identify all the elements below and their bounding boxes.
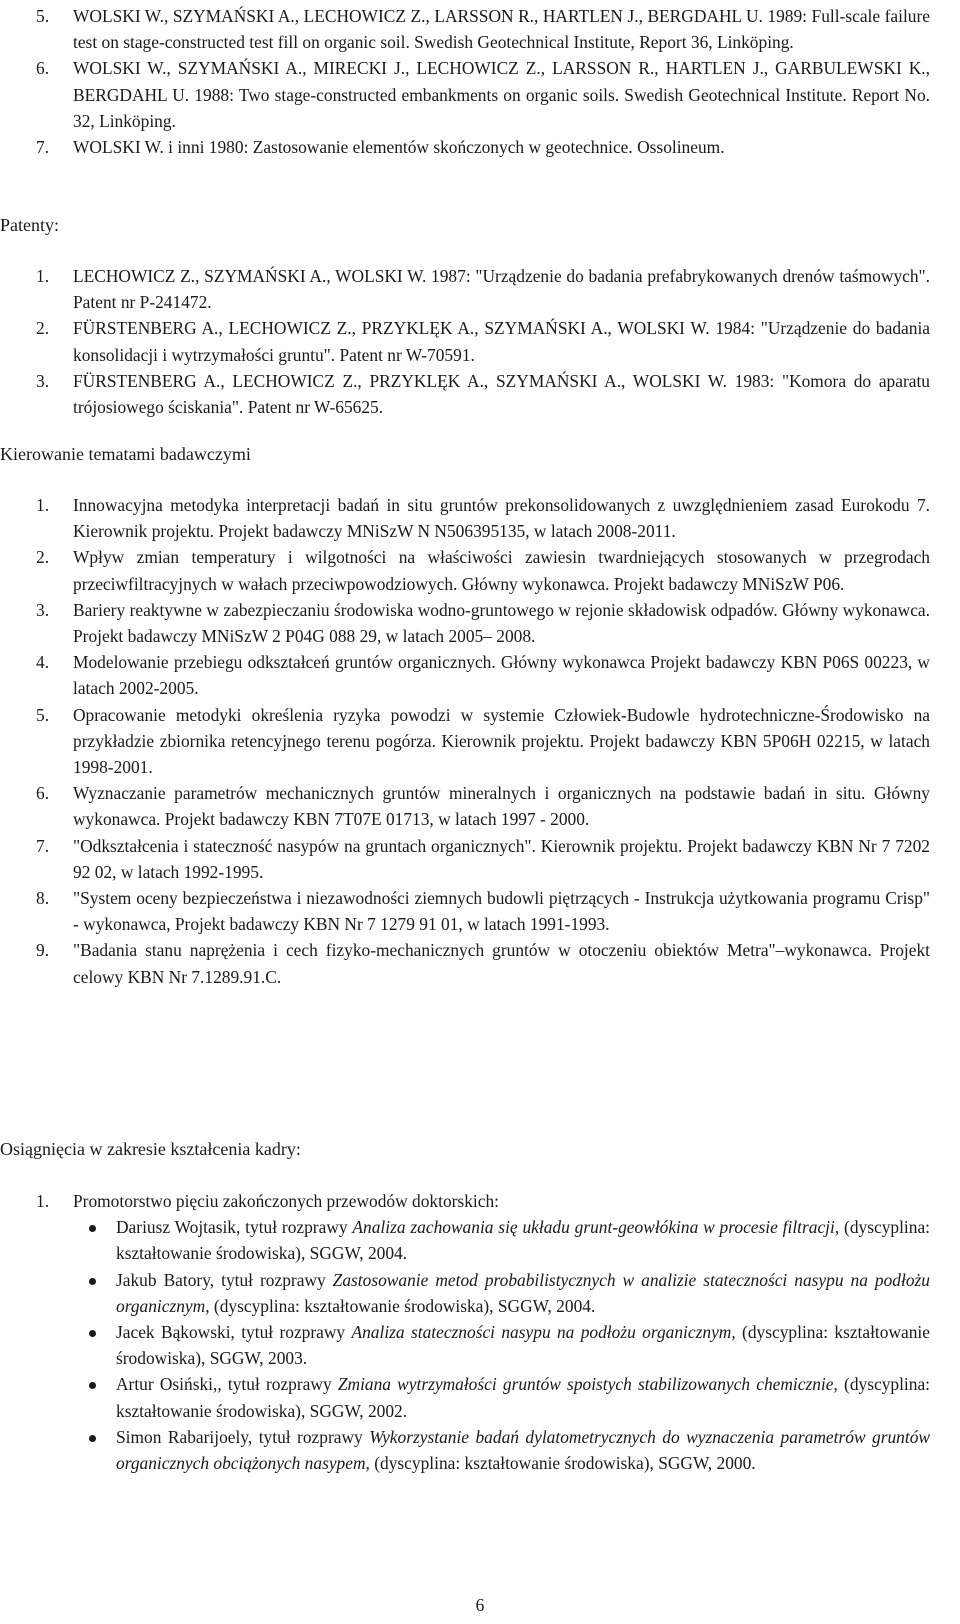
references-list <box>0 3 960 160</box>
bullet-icon <box>89 1382 96 1389</box>
reference-item <box>0 3 960 55</box>
research-text: "Badania stanu naprężenia i cech fizyko-mechanicznych gruntów w otoczeniu obiektów Metra"–wykonawca. Projekt celowy KBN Nr 7.1289.91.C. <box>73 940 930 987</box>
phd-details: , (dyscyplina: kształtowanie środowiska), SGGW, 2002. <box>116 1374 930 1421</box>
phd-title: Analiza stateczności nasypu na podłożu organicznym, <box>351 1322 736 1343</box>
phd-title: Wykorzystanie badań dylatometrycznych do wyznaczenia parametrów gruntów organicznych obciążonych nasypem, <box>116 1426 930 1474</box>
research-text: Opracowanie metodyki określenia ryzyka powodzi w systemie Człowiek-Budowle hydrotechniczne-Środowisko na przykładzie zbiornika retencyjnego terenu pogórza. Kierownik projektu. Projekt badawczy KBN 5P06H 02215, w latach 1998-2001. <box>73 704 930 778</box>
research-item <box>0 833 960 885</box>
reference-item <box>0 55 960 134</box>
phd-author: Jacek Bąkowski, tytuł rozprawy <box>116 1322 352 1343</box>
reference-text: WOLSKI W. i inni 1980: Zastosowanie elementów skończonych w geotechnice. Ossolineum. <box>73 137 725 158</box>
bullet-icon <box>89 1278 96 1285</box>
phd-list-item <box>0 1319 960 1371</box>
research-item <box>0 597 960 649</box>
achievements-list <box>0 1188 960 1476</box>
achievements-heading: Osiągnięcia w zakresie kształcenia kadry: <box>0 1139 301 1159</box>
research-text: Wyznaczanie parametrów mechanicznych gruntów mineralnych i organicznych na podstawie badań in situ. Główny wykonawca. Projekt badawczy KBN 7T07E 01713, w latach 1997 - 2000. <box>73 783 930 830</box>
reference-text: WOLSKI W., SZYMAŃSKI A., LECHOWICZ Z., LARSSON R., HARTLEN J., BERGDAHL U. 1989: Full-scale failure test on stage-constructed test fill on organic soil. Swedish Geotechnical Institute, Report 36, Linköping. <box>73 6 930 53</box>
phd-list-item <box>0 1267 960 1319</box>
item-number: 8. <box>36 888 50 909</box>
research-item <box>0 937 960 989</box>
phd-title: Zmiana wytrzymałości gruntów spoistych stabilizowanych chemicznie <box>337 1374 834 1395</box>
phd-list-item <box>0 1371 960 1423</box>
patent-item <box>0 368 960 420</box>
research-item <box>0 702 960 781</box>
research-heading: Kierowanie tematami badawczymi <box>0 444 251 464</box>
patents-list <box>0 263 960 420</box>
phd-author: Dariusz Wojtasik, tytuł rozprawy <box>116 1217 353 1238</box>
reference-item <box>0 134 960 160</box>
phd-details: , (dyscyplina: kształtowanie środowiska), SGGW, 2004. <box>205 1295 596 1316</box>
research-item <box>0 649 960 701</box>
research-list <box>0 492 960 990</box>
phd-details: (dyscyplina: kształtowanie środowiska), SGGW, 2003. <box>116 1322 930 1369</box>
item-number: 3. <box>36 370 50 391</box>
research-text: Modelowanie przebiegu odkształceń gruntów organicznych. Główny wykonawca Projekt badawczy KBN P06S 00223, w latach 2002-2005. <box>73 652 930 699</box>
phd-author: Jakub Batory, tytuł rozprawy <box>116 1269 333 1290</box>
phd-details: , (dyscyplina: kształtowanie środowiska), SGGW, 2004. <box>116 1217 930 1264</box>
item-number: 3. <box>36 599 50 620</box>
research-text: "Odkształcenia i stateczność nasypów na gruntach organicznych". Kierownik projektu. Projekt badawczy KBN Nr 7 7202 92 02, w latach 1992-1995. <box>73 835 930 882</box>
phd-details: (dyscyplina: kształtowanie środowiska), SGGW, 2000. <box>369 1453 756 1474</box>
item-number: 5. <box>36 6 50 26</box>
research-item <box>0 885 960 937</box>
phd-list-item <box>0 1214 960 1266</box>
patent-text: FÜRSTENBERG A., LECHOWICZ Z., PRZYKLĘK A., SZYMAŃSKI A., WOLSKI W. 1983: "Komora do aparatu trójosiowego ściskania". Patent nr W-65625. <box>73 370 930 418</box>
item-number: 1. <box>36 1191 50 1211</box>
item-number: 7. <box>36 835 50 856</box>
item-number: 9. <box>36 940 50 961</box>
patent-text: LECHOWICZ Z., SZYMAŃSKI A., WOLSKI W. 1987: "Urządzenie do badania prefabrykowanych drenów taśmowych". Patent nr P-241472. <box>73 266 930 313</box>
item-number: 6. <box>36 783 50 804</box>
achievement-item <box>0 1188 960 1214</box>
phd-title: Zastosowanie metod probabilistycznych w analizie stateczności nasypu na podłożu organicznym <box>116 1269 930 1316</box>
item-number: 2. <box>36 547 50 568</box>
bullet-icon <box>89 1225 96 1232</box>
item-number: 1. <box>36 495 50 515</box>
research-item <box>0 544 960 596</box>
item-number: 5. <box>36 704 50 725</box>
patent-item <box>0 263 960 315</box>
research-text: Wpływ zmian temperatury i wilgotności na właściwości zawiesin twardniejących stosowanych w przegrodach przeciwfiltracyjnych w wałach przeciwpowodziowych. Główny wykonawca. Projekt badawczy MNiSzW P06. <box>73 547 930 594</box>
reference-text: WOLSKI W., SZYMAŃSKI A., MIRECKI J., LECHOWICZ Z., LARSSON R., HARTLEN J., GARBULEWSKI K., BERGDAHL U. 1988: Two stage-constructed embankments on organic soils. Swedish Geotechnical Institute. Report No. 32, Linköping. <box>73 58 930 131</box>
bullet-icon <box>89 1435 96 1442</box>
item-number: 7. <box>36 137 50 158</box>
item-number: 6. <box>36 58 50 79</box>
research-text: Innowacyjna metodyka interpretacji badań in situ gruntów prekonsolidowanych z uwzględnieniem zasad Eurokodu 7. Kierownik projektu. Projekt badawczy MNiSzW N N506395135, w latach 2008-2011. <box>73 495 930 542</box>
research-text: "System oceny bezpieczeństwa i niezawodności ziemnych budowli piętrzących - Instrukcja użytkowania programu Crisp" - wykonawca, Projekt badawczy KBN Nr 7 1279 91 01, w latach 1991-1993. <box>73 888 930 935</box>
item-number: 4. <box>36 652 50 673</box>
research-text: Bariery reaktywne w zabezpieczaniu środowiska wodno-gruntowego w rejonie składowisk odpadów. Główny wykonawca. Projekt badawczy MNiSzW 2 P04G 088 29, w latach 2005– 2008. <box>73 599 930 647</box>
bullet-icon <box>89 1330 96 1337</box>
phd-title: Analiza zachowania się układu grunt-geowłókina w procesie filtracji <box>352 1217 835 1238</box>
item-number: 1. <box>36 266 50 286</box>
research-item <box>0 780 960 832</box>
phd-list-item <box>0 1424 960 1476</box>
achievement-text: Promotorstwo pięciu zakończonych przewodów doktorskich: <box>73 1191 499 1211</box>
phd-author: Artur Osiński,, tytuł rozprawy <box>116 1374 338 1395</box>
patent-item <box>0 315 960 367</box>
item-number: 2. <box>36 318 50 339</box>
patent-text: FÜRSTENBERG A., LECHOWICZ Z., PRZYKLĘK A., SZYMAŃSKI A., WOLSKI W. 1984: "Urządzenie do badania konsolidacji i wytrzymałości gruntu". Patent nr W-70591. <box>73 318 930 365</box>
patents-heading: Patenty: <box>0 215 59 235</box>
research-item <box>0 492 960 544</box>
page-number: 6 <box>475 1595 485 1615</box>
phd-author: Simon Rabarijoely, tytuł rozprawy <box>116 1426 370 1447</box>
